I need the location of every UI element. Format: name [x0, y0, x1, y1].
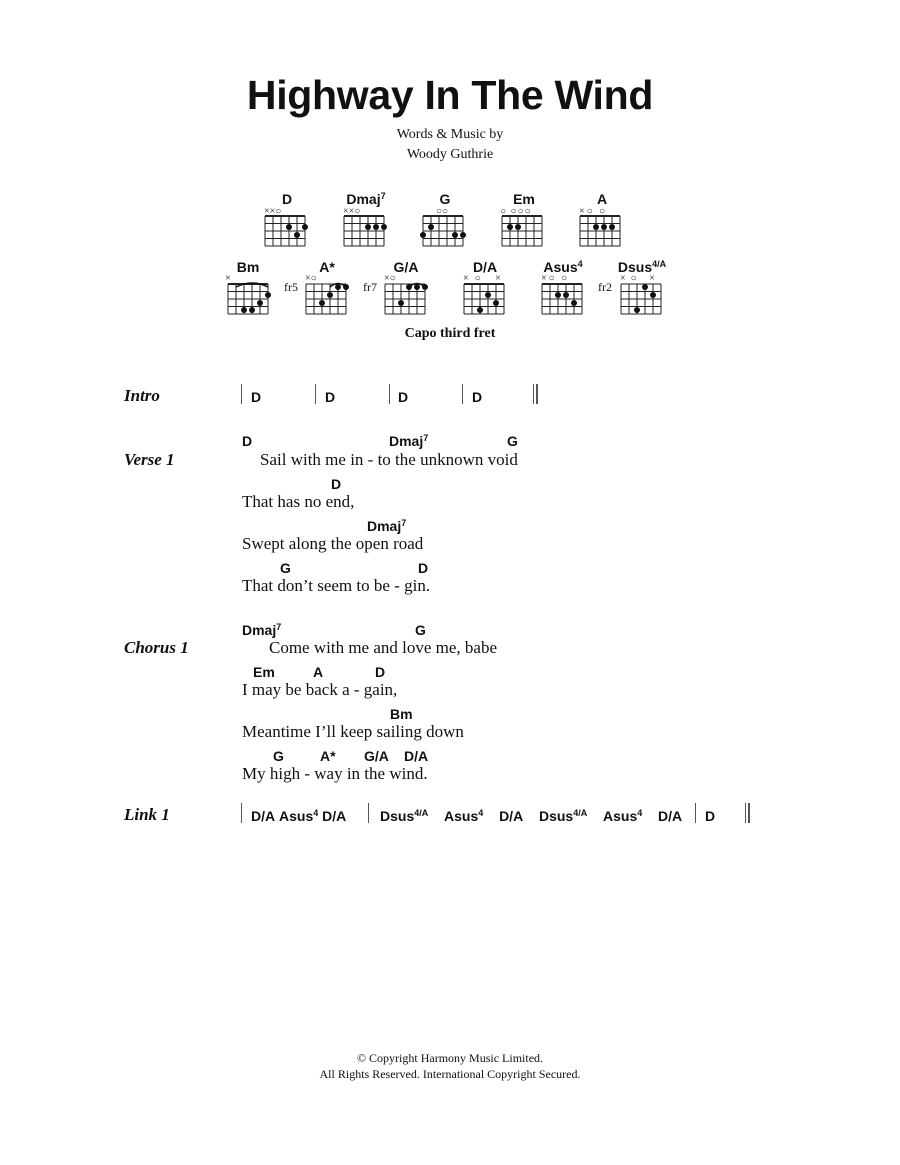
lyric-line: My high - way in the wind. [242, 764, 428, 783]
intro-chord: D [398, 389, 409, 405]
chord-diagram-asus4 [542, 284, 587, 316]
fret-label-g-over-a: fr7 [363, 280, 377, 294]
lyric-chord: G/A [364, 748, 389, 764]
string-marks-a-star: ×○ [305, 273, 317, 284]
lyric-line: That don’t seem to be - gin. [242, 576, 431, 595]
section-label-link1: Link 1 [124, 805, 170, 824]
lyric-chord: Em [253, 664, 275, 680]
lyric-chord: D [418, 560, 429, 576]
lyric-chord: Dmaj$^7$ [367, 518, 407, 534]
barline [389, 384, 390, 404]
lyric-chord: G [273, 748, 284, 764]
string-marks-asus4: ×○ ○ [541, 273, 570, 284]
chord-diagram-d-over-a [464, 284, 509, 316]
barline [368, 803, 369, 823]
lyric-line: I may be back a - gain, [242, 680, 398, 699]
chord-name-d: D [281, 191, 293, 207]
lyric-line: Meantime I’ll keep sailing down [242, 722, 464, 741]
intro-chord: D [325, 389, 336, 405]
rights-line: All Rights Reserved. International Copyright Secured. [319, 1067, 581, 1081]
chord-name-em: Em [513, 191, 535, 207]
string-marks-bm: × [225, 273, 231, 284]
barline [695, 803, 696, 823]
final-barline-thick [536, 384, 538, 404]
lyric-line: Sail with me in - to the unknown void [260, 450, 518, 469]
credit-composer: Woody Guthrie [406, 147, 494, 162]
barline [241, 803, 242, 823]
lyric-line: That has no end, [242, 492, 355, 511]
chord-diagram-a [580, 216, 625, 248]
lyric-chord: D [375, 664, 386, 680]
chord-diagram-a-star [306, 284, 351, 316]
song-title: Highway In The Wind [246, 72, 654, 118]
lyric-chord: D [331, 476, 342, 492]
chord-name-dmaj7: Dmaj$^7$ [346, 191, 386, 207]
section-label-verse1: Verse 1 [124, 450, 175, 469]
chord-name-g: G [439, 191, 451, 207]
lyric-chord: D/A [404, 748, 429, 764]
link-bar-3: D [705, 808, 716, 824]
lyric-line: Swept along the open road [242, 534, 424, 553]
chord-diagram-dsus4a [621, 284, 666, 316]
chord-diagram-bm [228, 284, 273, 316]
copyright-line: © Copyright Harmony Music Limited. [356, 1051, 544, 1065]
chord-name-asus4: Asus$^4$ [543, 259, 583, 275]
link-bar-1: D/A Asus$^4$ D/A [251, 808, 347, 824]
final-barline-thin [533, 384, 534, 404]
section-label-chorus1: Chorus 1 [124, 638, 189, 657]
fret-label-dsus4a: fr2 [598, 280, 612, 294]
string-marks-g: ○○ [436, 206, 449, 217]
lyric-chord: A [313, 664, 324, 680]
chord-name-a-star: A* [319, 259, 335, 275]
chord-name-a: A [596, 191, 608, 207]
final-barline-thin [745, 803, 746, 823]
chord-diagram-g [423, 216, 468, 248]
lyric-chord: G [507, 433, 518, 449]
lyric-line: Come with me and love me, babe [269, 638, 498, 657]
lyric-chord: A* [320, 748, 336, 764]
credit-words-music: Words & Music by [396, 127, 504, 142]
chord-diagram-em [502, 216, 547, 248]
intro-chord: D [472, 389, 483, 405]
capo-note: Capo third fret [404, 326, 496, 341]
chord-name-d-over-a: D/A [472, 259, 498, 275]
string-marks-a: ×○ ○ [579, 206, 608, 217]
chord-name-dsus4a: Dsus$^{4/A}$ [617, 259, 667, 275]
lyric-chord: D [242, 433, 253, 449]
barline [462, 384, 463, 404]
fret-label-a-star: fr5 [284, 280, 298, 294]
link-bar-2: Dsus$^{4/A}$ Asus$^4$ D/A Dsus$^{4/A}$ Asus$^4$ D/A [380, 808, 683, 824]
intro-chord: D [251, 389, 262, 405]
string-marks-g-over-a: ×○ [384, 273, 396, 284]
chord-diagram-g-over-a [385, 284, 430, 316]
lyric-chord: Dmaj$^7$ [389, 433, 429, 449]
section-label-intro: Intro [124, 386, 160, 405]
lyric-chord: Dmaj$^7$ [242, 622, 282, 638]
lyric-chord: G [280, 560, 291, 576]
final-barline-thick [748, 803, 750, 823]
barline [241, 384, 242, 404]
lyric-chord: G [415, 622, 426, 638]
barline [315, 384, 316, 404]
string-marks-em: ○ ○○○ [500, 206, 532, 217]
string-marks-dsus4a: ×○ × [620, 273, 660, 284]
chord-diagram-d [265, 216, 310, 248]
chord-name-bm: Bm [236, 259, 260, 275]
chord-diagram-dmaj7 [344, 216, 389, 248]
chord-name-g-over-a: G/A [393, 259, 419, 275]
lyric-chord: Bm [390, 706, 413, 722]
string-marks-d: ××○ [264, 206, 282, 217]
string-marks-d-over-a: ×○ × [463, 273, 507, 284]
string-marks-dmaj7: ××○ [343, 206, 361, 217]
